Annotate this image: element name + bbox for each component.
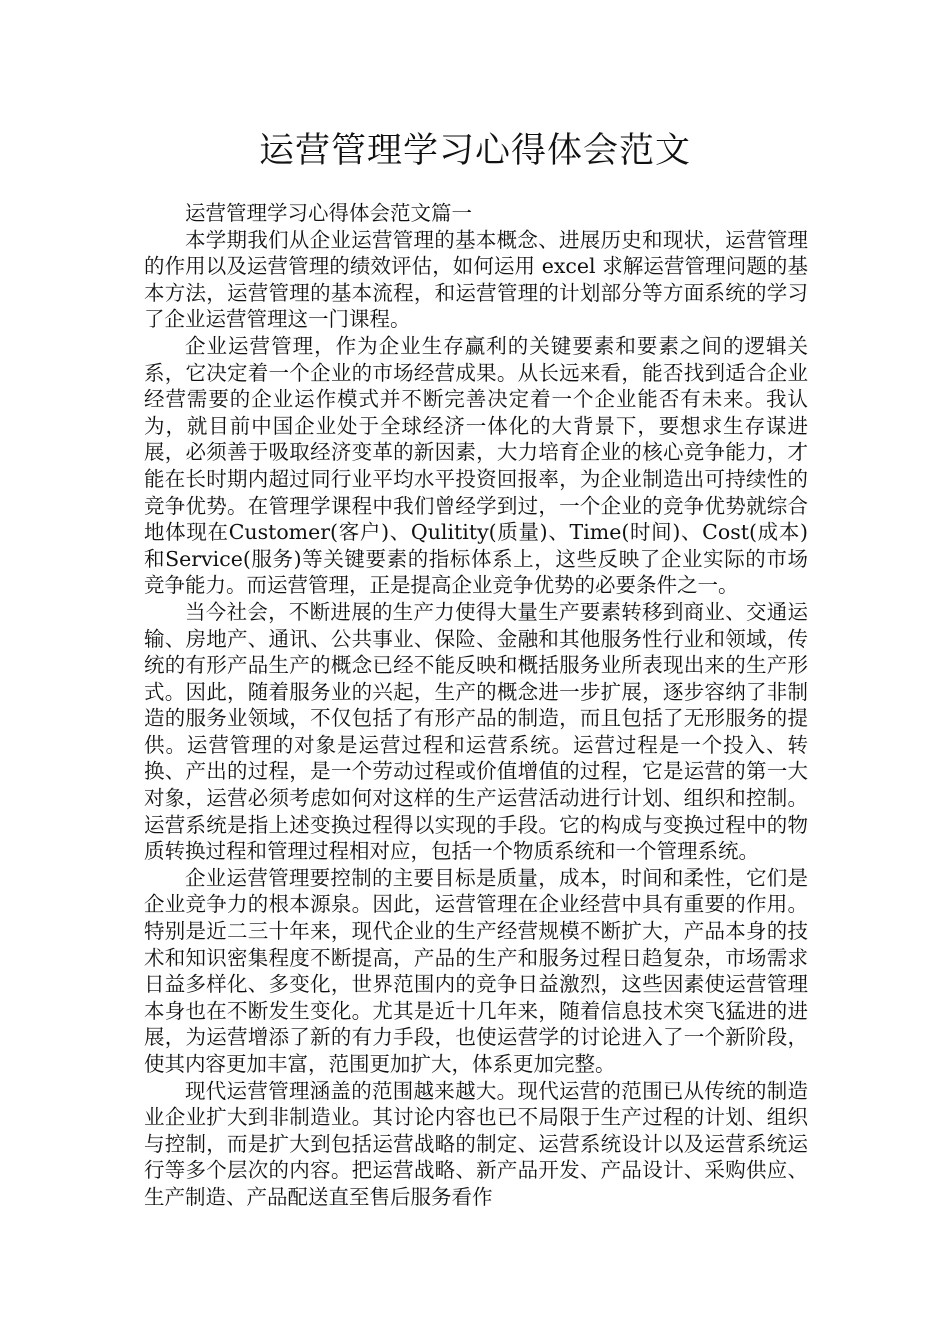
document-body [144, 200, 808, 1211]
section-subheading: 运营管理学习心得体会范文篇一 [185, 201, 472, 225]
paragraph-3: 当今社会，不断进展的生产力使得大量生产要素转移到商业、交通运输、房地产、通讯、公共事业、保险、金融和其他服务性行业和领域，传统的有形产品生产的概念已经不能反映和概括服务业所表现出来的生产形式。因此，随着服务业的兴起，生产的概念进一步扩展，逐步容纳了非制造的服务业领域，不仅包括了有形产品的制造，而且包括了无形服务的提供。运营管理的对象是运营过程和运营系统。运营过程是一个投入、转换、产出的过程，是一个劳动过程或价值增值的过程，它是运营的第一大对象，运营必须考虑如何对这样的生产运营活动进行计划、组织和控制。运营系统是指上述变换过程得以实现的手段。它的构成与变换过程中的物质转换过程和管理过程相对应，包括一个物质系统和一个管理系统。 [144, 599, 808, 864]
paragraph-2: 企业运营管理，作为企业生存赢利的关键要素和要素之间的逻辑关系，它决定着一个企业的市场经营成果。从长远来看，能否找到适合企业经营需要的企业运作模式并不断完善决定着一个企业能否有未来。我认为，就目前中国企业处于全球经济一体化的大背景下，要想求生存谋进展，必须善于吸取经济变革的新因素，大力培育企业的核心竞争能力，才能在长时期内超过同行业平均水平投资回报率，为企业制造出可持续性的竞争优势。在管理学课程中我们曾经学到过，一个企业的竞争优势就综合地体现在Customer(客户)、Qulitity(质量)、Time(时间)、Cost(成本)和Service(服务)等关键要素的指标体系上，这些反映了企业实际的市场竞争能力。而运营管理，正是提高企业竞争优势的必要条件之一。 [144, 333, 808, 598]
paragraph-4: 企业运营管理要控制的主要目标是质量，成本，时间和柔性，它们是企业竞争力的根本源泉。因此，运营管理在企业经营中具有重要的作用。特别是近二三十年来，现代企业的生产经营规模不断扩大，产品本身的技术和知识密集程度不断提高，产品的生产和服务过程日趋复杂，市场需求日益多样化、多变化，世界范围内的竞争日益激烈，这些因素使运营管理本身也在不断发生变化。尤其是近十几年来，随着信息技术突飞猛进的进展，为运营增添了新的有力手段，也使运营学的讨论进入了一个新阶段，使其内容更加丰富，范围更加扩大，体系更加完整。 [144, 865, 808, 1076]
document-title: 运营管理学习心得体会范文 [258, 131, 691, 171]
paragraph-5: 现代运营管理涵盖的范围越来越大。现代运营的范围已从传统的制造业企业扩大到非制造业。其讨论内容也已不局限于生产过程的计划、组织与控制，而是扩大到包括运营战略的制定、运营系统设计以及运营系统运行等多个层次的内容。把运营战略、新产品开发、产品设计、采购供应、生产制造、产品配送直至售后服务看作 [144, 1078, 808, 1209]
paragraph-1: 本学期我们从企业运营管理的基本概念、进展历史和现状，运营管理的作用以及运营管理的绩效评估，如何运用 excel 求解运营管理问题的基本方法，运营管理的基本流程，和运营管理的计划部分等方面系统的学习了企业运营管理这一门课程。 [144, 227, 808, 332]
